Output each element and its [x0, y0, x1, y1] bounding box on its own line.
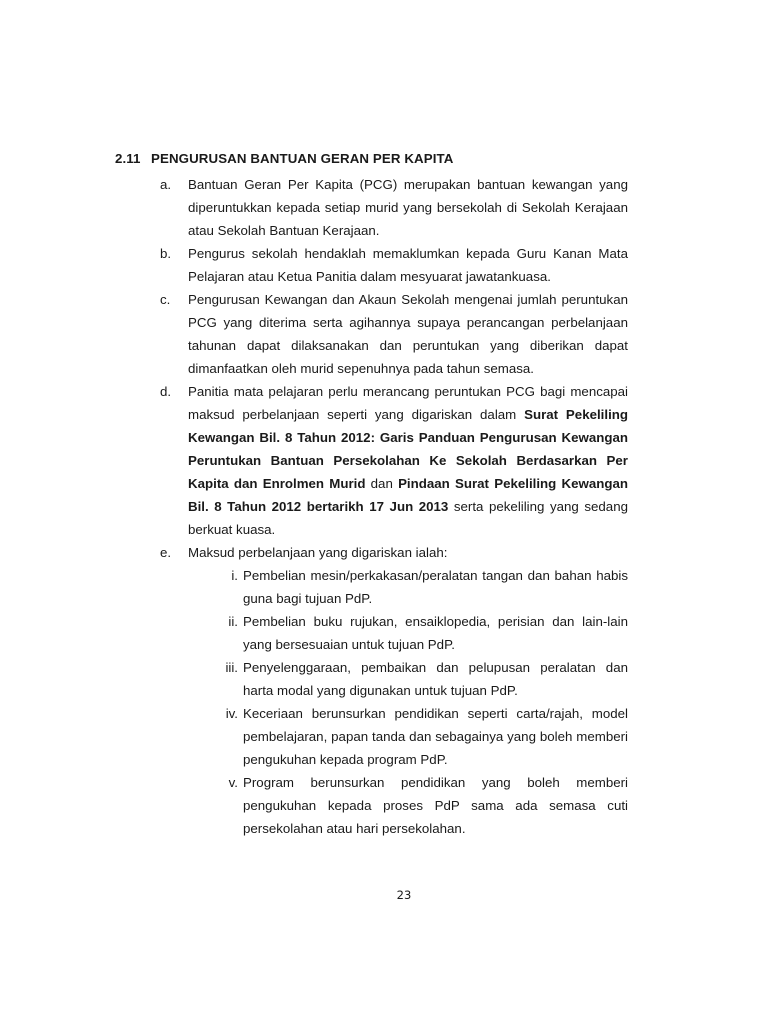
sub-item-iv: [215, 702, 628, 771]
section-heading: [115, 150, 453, 168]
list-item-e: [160, 541, 628, 840]
item-text: Maksud perbelanjaan yang digariskan ialah:: [188, 545, 448, 560]
sub-item-marker: iv.: [225, 706, 238, 721]
sub-item-text: Pembelian mesin/perkakasan/peralatan tangan dan bahan habis guna bagi tujuan PdP.: [243, 568, 628, 606]
item-text-part: dan: [365, 476, 399, 491]
sub-item-text: Keceriaan berunsurkan pendidikan seperti carta/rajah, model pembelajaran, papan tanda dan sebagainya yang boleh memberi pengukuhan kepada program PdP.: [243, 706, 628, 767]
item-text-part: Panitia mata pelajaran perlu merancang peruntukan PCG bagi mencapai maksud perbelanjaan seperti yang digariskan dalam: [188, 384, 628, 422]
section-number: 2.11: [115, 151, 141, 166]
item-marker: c.: [160, 292, 171, 307]
sub-item-marker: v.: [228, 775, 238, 790]
sub-item-text: Pembelian buku rujukan, ensaiklopedia, perisian dan lain-lain yang bersesuaian untuk tujuan PdP.: [243, 614, 628, 652]
sub-item-ii: [215, 610, 628, 656]
list-item-a: [160, 173, 628, 242]
sub-item-i: [215, 564, 628, 610]
amendment-reference-bold: Pindaan Surat Pekeliling Kewangan Bil. 8 Tahun 2012 bertarikh 17 Jun 2013: [188, 476, 628, 514]
item-marker: e.: [160, 545, 172, 560]
section-title: PENGURUSAN BANTUAN GERAN PER KAPITA: [151, 151, 454, 166]
item-list: [160, 173, 628, 840]
list-item-c: [160, 288, 628, 380]
item-text: Pengurusan Kewangan dan Akaun Sekolah mengenai jumlah peruntukan PCG yang diterima serta agihannya supaya perancangan perbelanjaan tahunan dapat dilaksanakan dan peruntukan yang diberikan dapat dimanfaatkan oleh murid sepenuhnya pada tahun semasa.: [188, 292, 628, 376]
sub-item-marker: ii.: [228, 614, 238, 629]
sub-item-marker: iii.: [225, 660, 238, 675]
page-number: 23: [396, 888, 412, 902]
sub-item-iii: [215, 656, 628, 702]
item-text: Bantuan Geran Per Kapita (PCG) merupakan bantuan kewangan yang diperuntukkan kepada setiap murid yang bersekolah di Sekolah Kerajaan atau Sekolah Bantuan Kerajaan.: [188, 177, 628, 238]
item-text: Pengurus sekolah hendaklah memaklumkan kepada Guru Kanan Mata Pelajaran atau Ketua Panitia dalam mesyuarat jawatankuasa.: [188, 246, 628, 284]
list-item-d: [160, 380, 628, 541]
item-text: [188, 380, 628, 541]
sub-item-text: Program berunsurkan pendidikan yang boleh memberi pengukuhan kepada proses PdP sama ada semasa cuti persekolahan atau hari persekolahan.: [243, 775, 628, 836]
sub-item-v: [215, 771, 628, 840]
item-text-part: serta pekeliling yang sedang berkuat kuasa.: [188, 499, 628, 537]
sub-item-marker: i.: [231, 568, 238, 583]
item-marker: a.: [160, 177, 172, 192]
item-marker: d.: [160, 384, 172, 399]
item-marker: b.: [160, 246, 172, 261]
sub-item-list: [215, 564, 628, 840]
sub-item-text: Penyelenggaraan, pembaikan dan pelupusan peralatan dan harta modal yang digunakan untuk tujuan PdP.: [243, 660, 628, 698]
circular-reference-bold: Surat Pekeliling Kewangan Bil. 8 Tahun 2012: Garis Panduan Pengurusan Kewangan Peruntukan Bantuan Persekolahan Ke Sekolah Berdasarkan Per Kapita dan Enrolmen Murid: [188, 407, 629, 491]
list-item-b: [160, 242, 628, 288]
